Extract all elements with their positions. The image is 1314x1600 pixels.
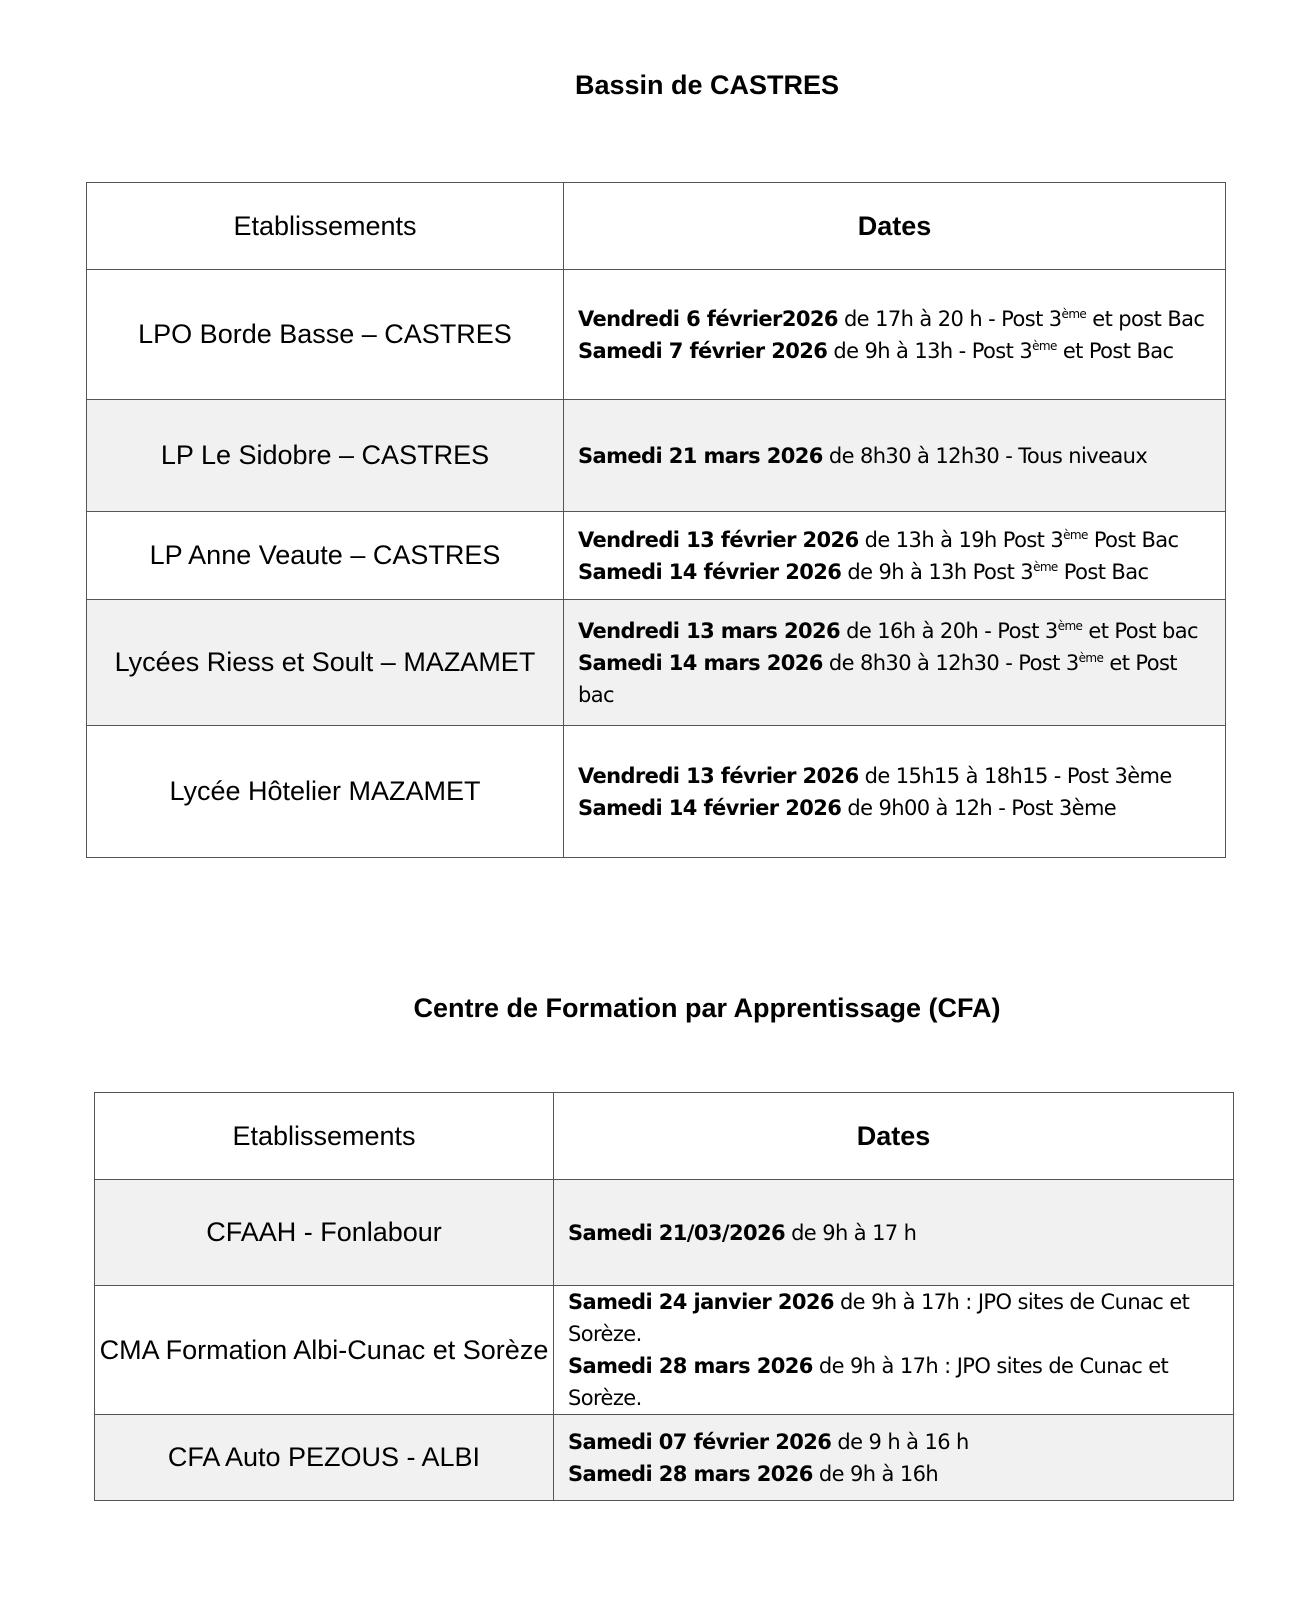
establishment-name: LP Anne Veaute – CASTRES (87, 512, 564, 600)
header-dates: Dates (564, 183, 1226, 270)
date-entry (568, 1217, 1219, 1249)
date-label: Samedi 21 mars 2026 (578, 443, 823, 468)
date-label: Samedi 7 février 2026 (578, 338, 828, 363)
date-details-tail: Post Bac (1057, 559, 1149, 584)
date-details-tail: Post Bac (1087, 527, 1179, 552)
date-label: Samedi 14 mars 2026 (578, 650, 823, 675)
section-title-castres: Bassin de CASTRES (574, 70, 840, 100)
date-entry (578, 524, 1211, 556)
open-day-dates (564, 600, 1226, 726)
date-label: Vendredi 13 février 2026 (578, 527, 859, 552)
date-entry (578, 647, 1211, 711)
table-row (87, 512, 1226, 600)
date-label: Samedi 14 février 2026 (578, 795, 842, 820)
date-label: Samedi 28 mars 2026 (568, 1461, 813, 1486)
date-entry (578, 440, 1211, 472)
ordinal-suffix: ème (1063, 527, 1088, 542)
date-entry (578, 556, 1211, 588)
open-day-dates (564, 400, 1226, 512)
date-entry (578, 760, 1211, 792)
establishment-name: CFA Auto PEZOUS - ALBI (95, 1415, 554, 1501)
date-label: Vendredi 13 février 2026 (578, 763, 859, 788)
date-label: Samedi 21/03/2026 (568, 1220, 785, 1245)
date-entry (578, 615, 1211, 647)
table-row (87, 270, 1226, 400)
ordinal-suffix: ème (1078, 650, 1104, 665)
date-label: Samedi 07 février 2026 (568, 1429, 832, 1454)
open-day-dates (564, 512, 1226, 600)
establishment-name: Lycées Riess et Soult – MAZAMET (87, 600, 564, 726)
castres-table (86, 182, 1226, 858)
header-establishments: Etablissements (87, 183, 564, 270)
date-details: de 13h à 19h Post 3 (858, 527, 1064, 552)
establishment-name: CFAAH - Fonlabour (95, 1180, 554, 1286)
date-label: Vendredi 13 mars 2026 (578, 618, 841, 643)
open-day-dates (564, 726, 1226, 858)
table-row (87, 400, 1226, 512)
date-details: de 9h00 à 12h - Post 3ème (841, 795, 1117, 820)
date-details-tail: et Post bac (578, 650, 1177, 707)
open-day-dates (554, 1180, 1234, 1286)
date-details: de 9h à 16h (812, 1461, 939, 1486)
date-entry (578, 792, 1211, 824)
table-row (95, 1286, 1234, 1415)
establishment-name: Lycée Hôtelier MAZAMET (87, 726, 564, 858)
date-details: de 8h30 à 12h30 - Tous niveaux (822, 443, 1148, 468)
date-details: de 17h à 20 h - Post 3 (837, 306, 1062, 331)
ordinal-suffix: ème (1033, 559, 1058, 574)
date-entry (578, 303, 1211, 335)
establishment-name: LP Le Sidobre – CASTRES (87, 400, 564, 512)
date-entry (568, 1350, 1219, 1414)
date-details-tail: et Post Bac (1056, 338, 1174, 363)
date-details: de 9h à 17h : JPO sites de Cunac et Sorèze. (568, 1290, 1190, 1346)
date-entry (568, 1426, 1219, 1458)
date-label: Vendredi 6 février2026 (578, 306, 838, 331)
date-label: Samedi 28 mars 2026 (568, 1354, 813, 1378)
section-title-cfa: Centre de Formation par Apprentissage (CFA) (413, 993, 1001, 1023)
establishment-name: LPO Borde Basse – CASTRES (87, 270, 564, 400)
date-label: Samedi 24 janvier 2026 (568, 1290, 834, 1314)
header-establishments: Etablissements (95, 1093, 554, 1180)
table-row (87, 726, 1226, 858)
table-row (95, 1180, 1234, 1286)
ordinal-suffix: ème (1061, 306, 1087, 321)
open-day-dates (564, 270, 1226, 400)
date-details: de 8h30 à 12h30 - Post 3 (822, 650, 1079, 675)
table-row (87, 600, 1226, 726)
date-details: de 16h à 20h - Post 3 (840, 618, 1058, 643)
date-details: de 15h15 à 18h15 - Post 3ème (858, 763, 1172, 788)
table-header-row (87, 183, 1226, 270)
date-entry (568, 1286, 1219, 1350)
date-details: de 9h à 13h - Post 3 (827, 338, 1033, 363)
date-entry (578, 335, 1211, 367)
establishment-name: CMA Formation Albi-Cunac et Sorèze (95, 1286, 554, 1415)
open-day-dates (554, 1286, 1234, 1415)
ordinal-suffix: ème (1032, 338, 1057, 353)
date-details: de 9h à 17h : JPO sites de Cunac et Sorèze. (568, 1354, 1169, 1410)
date-details: de 9h à 13h Post 3 (841, 559, 1034, 584)
date-label: Samedi 14 février 2026 (578, 559, 842, 584)
table-header-row (95, 1093, 1234, 1180)
date-details-tail: et Post bac (1082, 618, 1198, 643)
date-details-tail: et post Bac (1086, 306, 1205, 331)
date-details: de 9h à 17 h (785, 1220, 917, 1245)
ordinal-suffix: ème (1057, 618, 1083, 633)
date-entry (568, 1458, 1219, 1490)
cfa-table (94, 1092, 1234, 1501)
date-details: de 9 h à 16 h (831, 1429, 969, 1454)
open-day-dates (554, 1415, 1234, 1501)
table-row (95, 1415, 1234, 1501)
header-dates: Dates (554, 1093, 1234, 1180)
